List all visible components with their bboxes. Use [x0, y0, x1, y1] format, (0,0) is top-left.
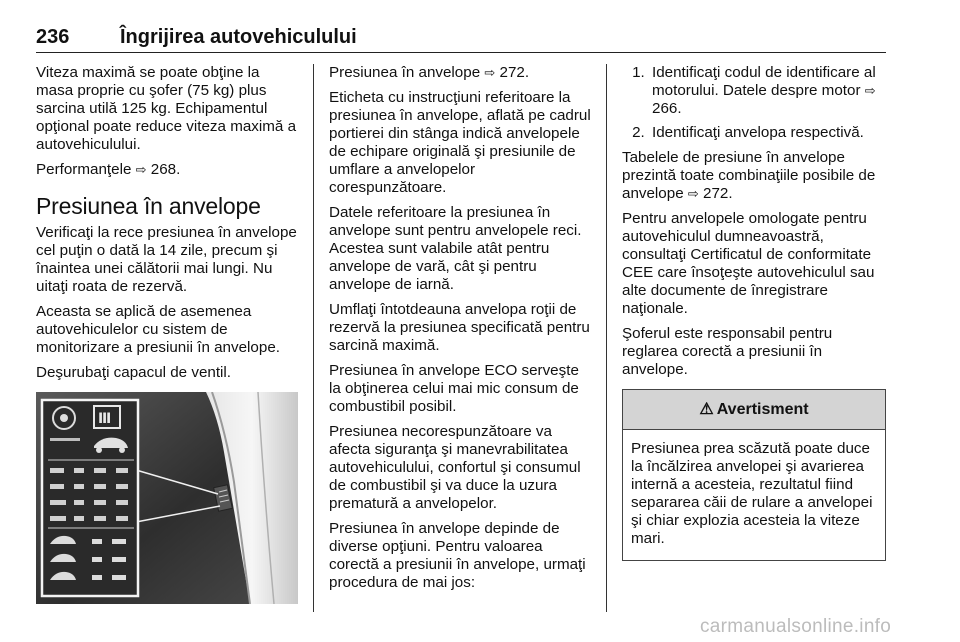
warning-box [622, 389, 886, 561]
warning-triangle-icon: ⚠ [699, 400, 714, 418]
pressure-ref-text: Presiunea în anvelope [329, 64, 485, 81]
valve-cap-paragraph: Deşurubaţi capacul de ventil. [36, 364, 232, 381]
tire-pressure-label-figure [36, 392, 298, 604]
step-1-text: Identificaţi codul de identificare al motorului. Datele despre motor [652, 64, 876, 99]
column-2 [329, 64, 593, 599]
page-title: Îngrijirea autovehiculului [120, 26, 357, 48]
column-divider-1 [313, 64, 314, 612]
svg-text:Ⅲ: Ⅲ [98, 411, 112, 427]
certificate-paragraph: Pentru anvelopele omologate pentru autovehiculul dumneavoastră, consultaţi Certificatul de conformitate CEE care însoţeşte autovehiculul sau alte documente de înregistrare naţionale. [622, 210, 875, 317]
check-pressure-paragraph: Verificaţi la rece presiunea în anvelope cel puţin o dată la 14 zile, precum şi înaintea unei călătorii mai lungi. Nu uitaţi roata de rezervă. [36, 224, 297, 295]
performance-ref[interactable]: 268. [150, 161, 181, 178]
warning-body: Presiunea prea scăzută poate duce la încălzirea anvelopei şi avarierea internă a acesteia, rezultatul fiind separarea căii de rulare a anvelopei şi chiar explozia acesteia la viteze mari. [631, 440, 873, 547]
page-header [36, 26, 886, 52]
performance-text: Performanţele [36, 161, 136, 178]
incorrect-pressure-paragraph: Presiunea necorespunzătoare va afecta siguranţa şi manevrabilitatea autovehiculului, confortul şi consumul de combustibil şi va duce la uzura prematură a anvelopelor. [329, 423, 581, 512]
header-divider [36, 52, 886, 53]
pressure-ref-link[interactable]: 272. [499, 64, 530, 81]
page-number: 236 [36, 26, 70, 48]
footer-watermark: carmanualsonline.info [700, 616, 892, 637]
pressure-tables-paragraph [622, 149, 886, 203]
procedure-intro-paragraph: Presiunea în anvelope depinde de diverse opţiuni. Pentru valoarea corectă a presiunii în anvelope, urmaţi procedura de mai jos: [329, 520, 586, 591]
column-3 [622, 64, 886, 561]
reference-arrow-icon: ⇨ [135, 162, 147, 177]
warning-title: Avertisment [716, 400, 809, 418]
step-1-ref[interactable]: 266. [652, 100, 682, 117]
driver-responsible-paragraph: Şoferul este responsabil pentru reglarea corectă a presiunii în anvelope. [622, 325, 833, 378]
reference-arrow-icon: ⇨ [864, 83, 876, 98]
pressure-tables-text: Tabelele de presiune în anvelope prezintă toate combinaţiile posibile de anvelope [622, 149, 876, 202]
procedure-steps [622, 64, 886, 142]
cold-tires-paragraph: Datele referitoare la presiunea în anvelope sunt pentru anvelopele reci. Acestea sunt valabile atât pentru anvelope de vară, cât şi pentru anvelope de iarnă. [329, 204, 582, 293]
door-frame-illustration [36, 392, 298, 604]
column-1 [36, 64, 298, 604]
step-2: 2. Identificaţi anvelopa respectivă. [649, 124, 886, 142]
section-heading: Presiunea în anvelope [36, 193, 261, 219]
max-speed-paragraph: Viteza maximă se poate obţine la masa proprie cu şofer (75 kg) plus sarcina utilă 125 kg. Echipamentul opţional poate reduce viteza maximă a autovehiculului. [36, 64, 297, 153]
column-divider-2 [606, 64, 607, 612]
reference-arrow-icon: ⇨ [687, 186, 699, 201]
warning-header [623, 390, 885, 430]
pressure-ref-paragraph [329, 64, 593, 82]
pressure-tables-ref[interactable]: 272. [703, 185, 733, 202]
step-1 [649, 64, 886, 118]
reference-arrow-icon: ⇨ [484, 65, 496, 80]
label-paragraph: Eticheta cu instrucţiuni referitoare la presiunea în anvelope, aflată pe cadrul portierei din stânga indică anvelopele de echipare originală şi presiunile de umflare a anvelopelor corespunzătoare. [329, 89, 591, 196]
eco-pressure-paragraph: Presiunea în anvelope ECO serveşte la obţinerea celui mai mic consum de combustibil posibil. [329, 362, 579, 415]
tpms-paragraph: Aceasta se aplică de asemenea autovehiculelor cu sistem de monitorizare a presiunii în anvelope. [36, 303, 280, 356]
performance-paragraph [36, 161, 298, 179]
spare-wheel-paragraph: Umflaţi întotdeauna anvelopa roţii de rezervă la presiunea specificată pentru sarcină maximă. [329, 301, 590, 354]
